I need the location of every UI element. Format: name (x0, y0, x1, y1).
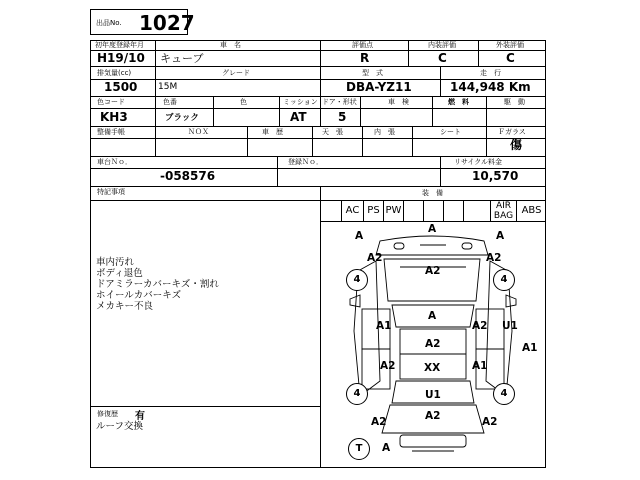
damage-mark: A2 (425, 265, 441, 277)
exterior-score-label: 外装評価 (496, 41, 524, 49)
front-glass-condition: 傷 (510, 138, 523, 152)
chassis-label: 車台Ｎｏ． (97, 158, 132, 166)
notes-label: 特記事項 (97, 188, 125, 196)
equipment-cell (443, 201, 463, 221)
displacement-label: 排気量(cc) (97, 69, 132, 77)
drive-label: 駆 動 (504, 98, 525, 106)
mileage: 144,948 Km (450, 80, 531, 94)
damage-mark: A (496, 230, 505, 242)
damage-mark: A2 (425, 338, 441, 350)
lot-number: 1027 (139, 11, 195, 35)
mission-label: ミッション (283, 98, 318, 106)
car-name-label: 車 名 (220, 41, 241, 49)
trunk-marker: T (348, 438, 370, 460)
note-line: メカキー不良 (96, 301, 154, 312)
equipment-cell (403, 201, 423, 221)
damage-mark: A2 (425, 410, 441, 422)
ceiling-label: 天 張 (322, 128, 343, 136)
damage-mark: A (382, 442, 391, 454)
model-label: 型 式 (362, 69, 383, 77)
front-glass-label: Ｆガラス (498, 128, 526, 136)
registration-label: 登録Ｎｏ． (288, 158, 323, 166)
damage-mark: A1 (376, 320, 392, 332)
note-line: ボディ退色 (96, 268, 143, 279)
inner-panel-label: 内 張 (374, 128, 395, 136)
score-label: 評価点 (352, 41, 373, 49)
transmission: AT (290, 110, 307, 124)
damage-mark: A1 (472, 360, 488, 372)
repair-history-value: 有 (135, 411, 145, 422)
wheel-rr-condition: 4 (493, 383, 515, 405)
note-line: ホイールカバーキズ (96, 290, 182, 301)
doors-label: ドア・形状 (322, 98, 357, 106)
auction-score: R (360, 51, 370, 65)
damage-mark: A (428, 223, 437, 235)
equipment-cell (463, 201, 490, 221)
damage-mark: U1 (425, 389, 441, 401)
displacement: 1500 (104, 80, 138, 94)
damage-mark: A2 (472, 320, 488, 332)
mileage-label: 走 行 (480, 69, 501, 77)
wheel-rl-condition: 4 (346, 383, 368, 405)
car-name: キューブ (160, 52, 204, 65)
door-count: 5 (338, 110, 347, 124)
equipment-cell: ABS (516, 201, 546, 221)
first-registration: H19/10 (97, 51, 145, 65)
inspection-label: 車 検 (388, 98, 409, 106)
recycle-label: リサイクル料金 (454, 158, 503, 166)
repair-detail: ルーフ交換 (96, 421, 144, 432)
model-code: DBA-YZ11 (346, 80, 412, 94)
grade-label: グレード (222, 69, 250, 77)
manual-label: 整備手帳 (97, 128, 125, 136)
repair-history-label: 修復歴 (97, 410, 118, 418)
nox-label: ＮＯＸ (188, 128, 209, 136)
grade: 15M (158, 82, 178, 92)
damage-mark: U1 (502, 320, 518, 332)
damage-mark: XX (424, 362, 441, 374)
recycle-fee: 10,570 (472, 169, 519, 183)
equipment-cell (423, 201, 443, 221)
seat-label: シート (440, 128, 461, 136)
equipment-cell: PS (363, 201, 383, 221)
equipment-cell-airbag: AIR BAG (490, 201, 516, 221)
color-number-label: 色番 (163, 98, 177, 106)
interior-score: C (438, 51, 447, 65)
equipment-cell: AC (341, 201, 363, 221)
damage-mark: A (355, 230, 364, 242)
color-code: KH3 (100, 110, 128, 124)
color-name-label: 色 (240, 98, 247, 106)
lot-number-label: 出品No. (96, 19, 122, 27)
interior-score-label: 内装評価 (428, 41, 456, 49)
damage-mark: A1 (522, 342, 538, 354)
chassis-number: -058576 (160, 169, 216, 183)
wheel-fr-condition: 4 (493, 269, 515, 291)
equipment-cell: PW (383, 201, 403, 221)
exterior-score: C (506, 51, 515, 65)
damage-mark: A2 (367, 252, 383, 264)
damage-mark: A2 (371, 416, 387, 428)
note-line: 車内汚れ (96, 257, 135, 268)
color-name: ブラック (165, 113, 199, 123)
damage-mark: A2 (380, 360, 396, 372)
damage-mark: A (428, 310, 437, 322)
note-line: ドアミラーカバーキズ・割れ (96, 279, 219, 290)
lot-number-box (90, 9, 195, 35)
damage-mark: A2 (482, 416, 498, 428)
damage-mark: A2 (486, 252, 502, 264)
wheel-fl-condition: 4 (346, 269, 368, 291)
fuel-label: 燃 料 (448, 98, 469, 106)
history-label: 車 歴 (262, 128, 283, 136)
equipment-label: 装 備 (422, 189, 443, 197)
year-label: 初年度登録年月 (95, 41, 144, 49)
color-code-label: 色コード (97, 98, 125, 106)
